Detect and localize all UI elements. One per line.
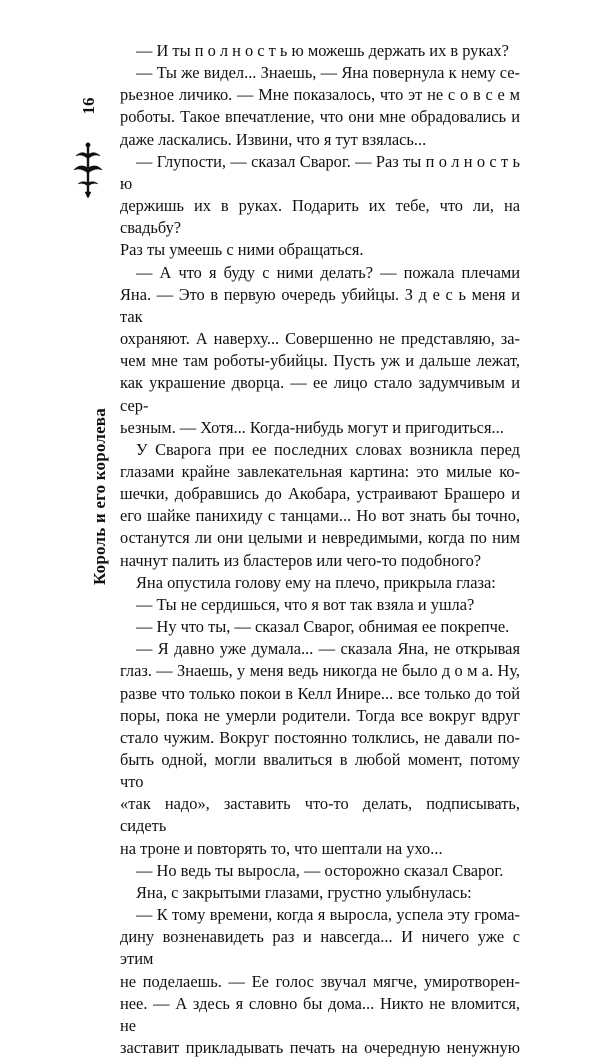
text-line: — Глупости, — сказал Сварог. — Раз ты п о л н о с т ь ю: [120, 151, 520, 193]
text-line: заставит прикладывать печать на очередную ненужную: [120, 1038, 520, 1058]
text-line: дину возненавидеть раз и навсегда... И ничего уже с этим: [120, 927, 520, 969]
text-line: Раз ты умеешь с ними обращаться.: [120, 240, 364, 260]
text-line: — Ну что ты, — сказал Сварог, обнимая ее покрепче.: [136, 617, 510, 637]
text-line: стало чужим. Вокруг постоянно толклись, не давали по-: [120, 727, 520, 747]
text-line: — И ты п о л н о с т ь ю можешь держать их в руках?: [136, 41, 509, 60]
running-title: Король и его королева: [90, 408, 109, 585]
sword-ornament-icon: [70, 140, 106, 200]
text-line: рьезное личико. — Мне показалось, что эт не с о в с е м: [120, 85, 520, 105]
text-line: глаз. — Знаешь, у меня ведь никогда не было д о м а. Ну,: [120, 661, 520, 681]
text-line: Яна, с закрытыми глазами, грустно улыбнулась:: [136, 882, 472, 902]
text-line: глазами крайне завлекательная картина: это милые ко-: [120, 461, 520, 481]
text-line: — Ты же видел... Знаешь, — Яна повернула к нему се-: [136, 63, 520, 83]
text-line: — А что я буду с ними делать? — пожала плечами: [136, 262, 520, 282]
text-line: чем мне там роботы-убийцы. Пусть уж и дальше лежат,: [120, 351, 520, 371]
text-line: — Но ведь ты выросла, — осторожно сказал Сварог.: [136, 860, 504, 880]
text-line: начнут палить из бластеров или чего-то подобного?: [120, 550, 482, 570]
text-line: — Я давно уже думала... — сказала Яна, не открывая: [136, 639, 520, 659]
text-line: разве что только покои в Келл Инире... все только до той: [120, 683, 520, 703]
text-line: нее. — А здесь я словно бы дома... Никто не вломится, не: [120, 993, 520, 1035]
page-number: 16: [79, 97, 98, 115]
text-line: У Сварога при ее последних словах возникла перед: [136, 439, 520, 459]
text-line: держишь их в руках. Подарить их тебе, что ли, на свадьбу?: [120, 196, 520, 238]
text-line: — Ты не сердишься, что я вот так взяла и ушла?: [136, 594, 475, 614]
text-line: его шайке панихиду с танцами... Но вот знать бы точно,: [120, 506, 520, 526]
text-line: не поделаешь. — Ее голос звучал мягче, умиротворен-: [120, 971, 520, 991]
text-line: даже ласкались. Извини, что я тут взялась...: [120, 129, 427, 149]
text-line: шечки, добравшись до Акобара, устраивают Брашеро и: [120, 484, 520, 504]
text-line: на троне и повторять то, что шептали на ухо...: [120, 838, 443, 858]
text-line: роботы. Такое впечатление, что они мне обрадовались и: [120, 107, 520, 127]
text-line: поры, пока не умерли родители. Тогда все вокруг вдруг: [120, 705, 520, 725]
text-line: — К тому времени, когда я выросла, успела эту грома-: [136, 905, 520, 925]
text-line: останутся ли они целыми и невредимыми, когда по ним: [120, 528, 520, 548]
text-line: быть одной, могли ввалиться в любой момент, потому что: [120, 750, 520, 792]
page-margin: [70, 40, 109, 700]
text-line: Яна. — Это в первую очередь убийцы. З д е с ь меня и так: [120, 284, 520, 326]
body-text: [120, 40, 520, 1059]
text-line: Яна опустила голову ему на плечо, прикрыла глаза:: [136, 572, 496, 592]
text-line: охраняют. А наверху... Совершенно не представляю, за-: [120, 329, 520, 349]
text-line: ьезным. — Хотя... Когда-нибудь могут и пригодиться...: [120, 417, 504, 437]
text-line: «так надо», заставить что-то делать, подписывать, сидеть: [120, 794, 520, 836]
text-line: как украшение дворца. — ее лицо стало задумчивым и сер-: [120, 373, 520, 415]
